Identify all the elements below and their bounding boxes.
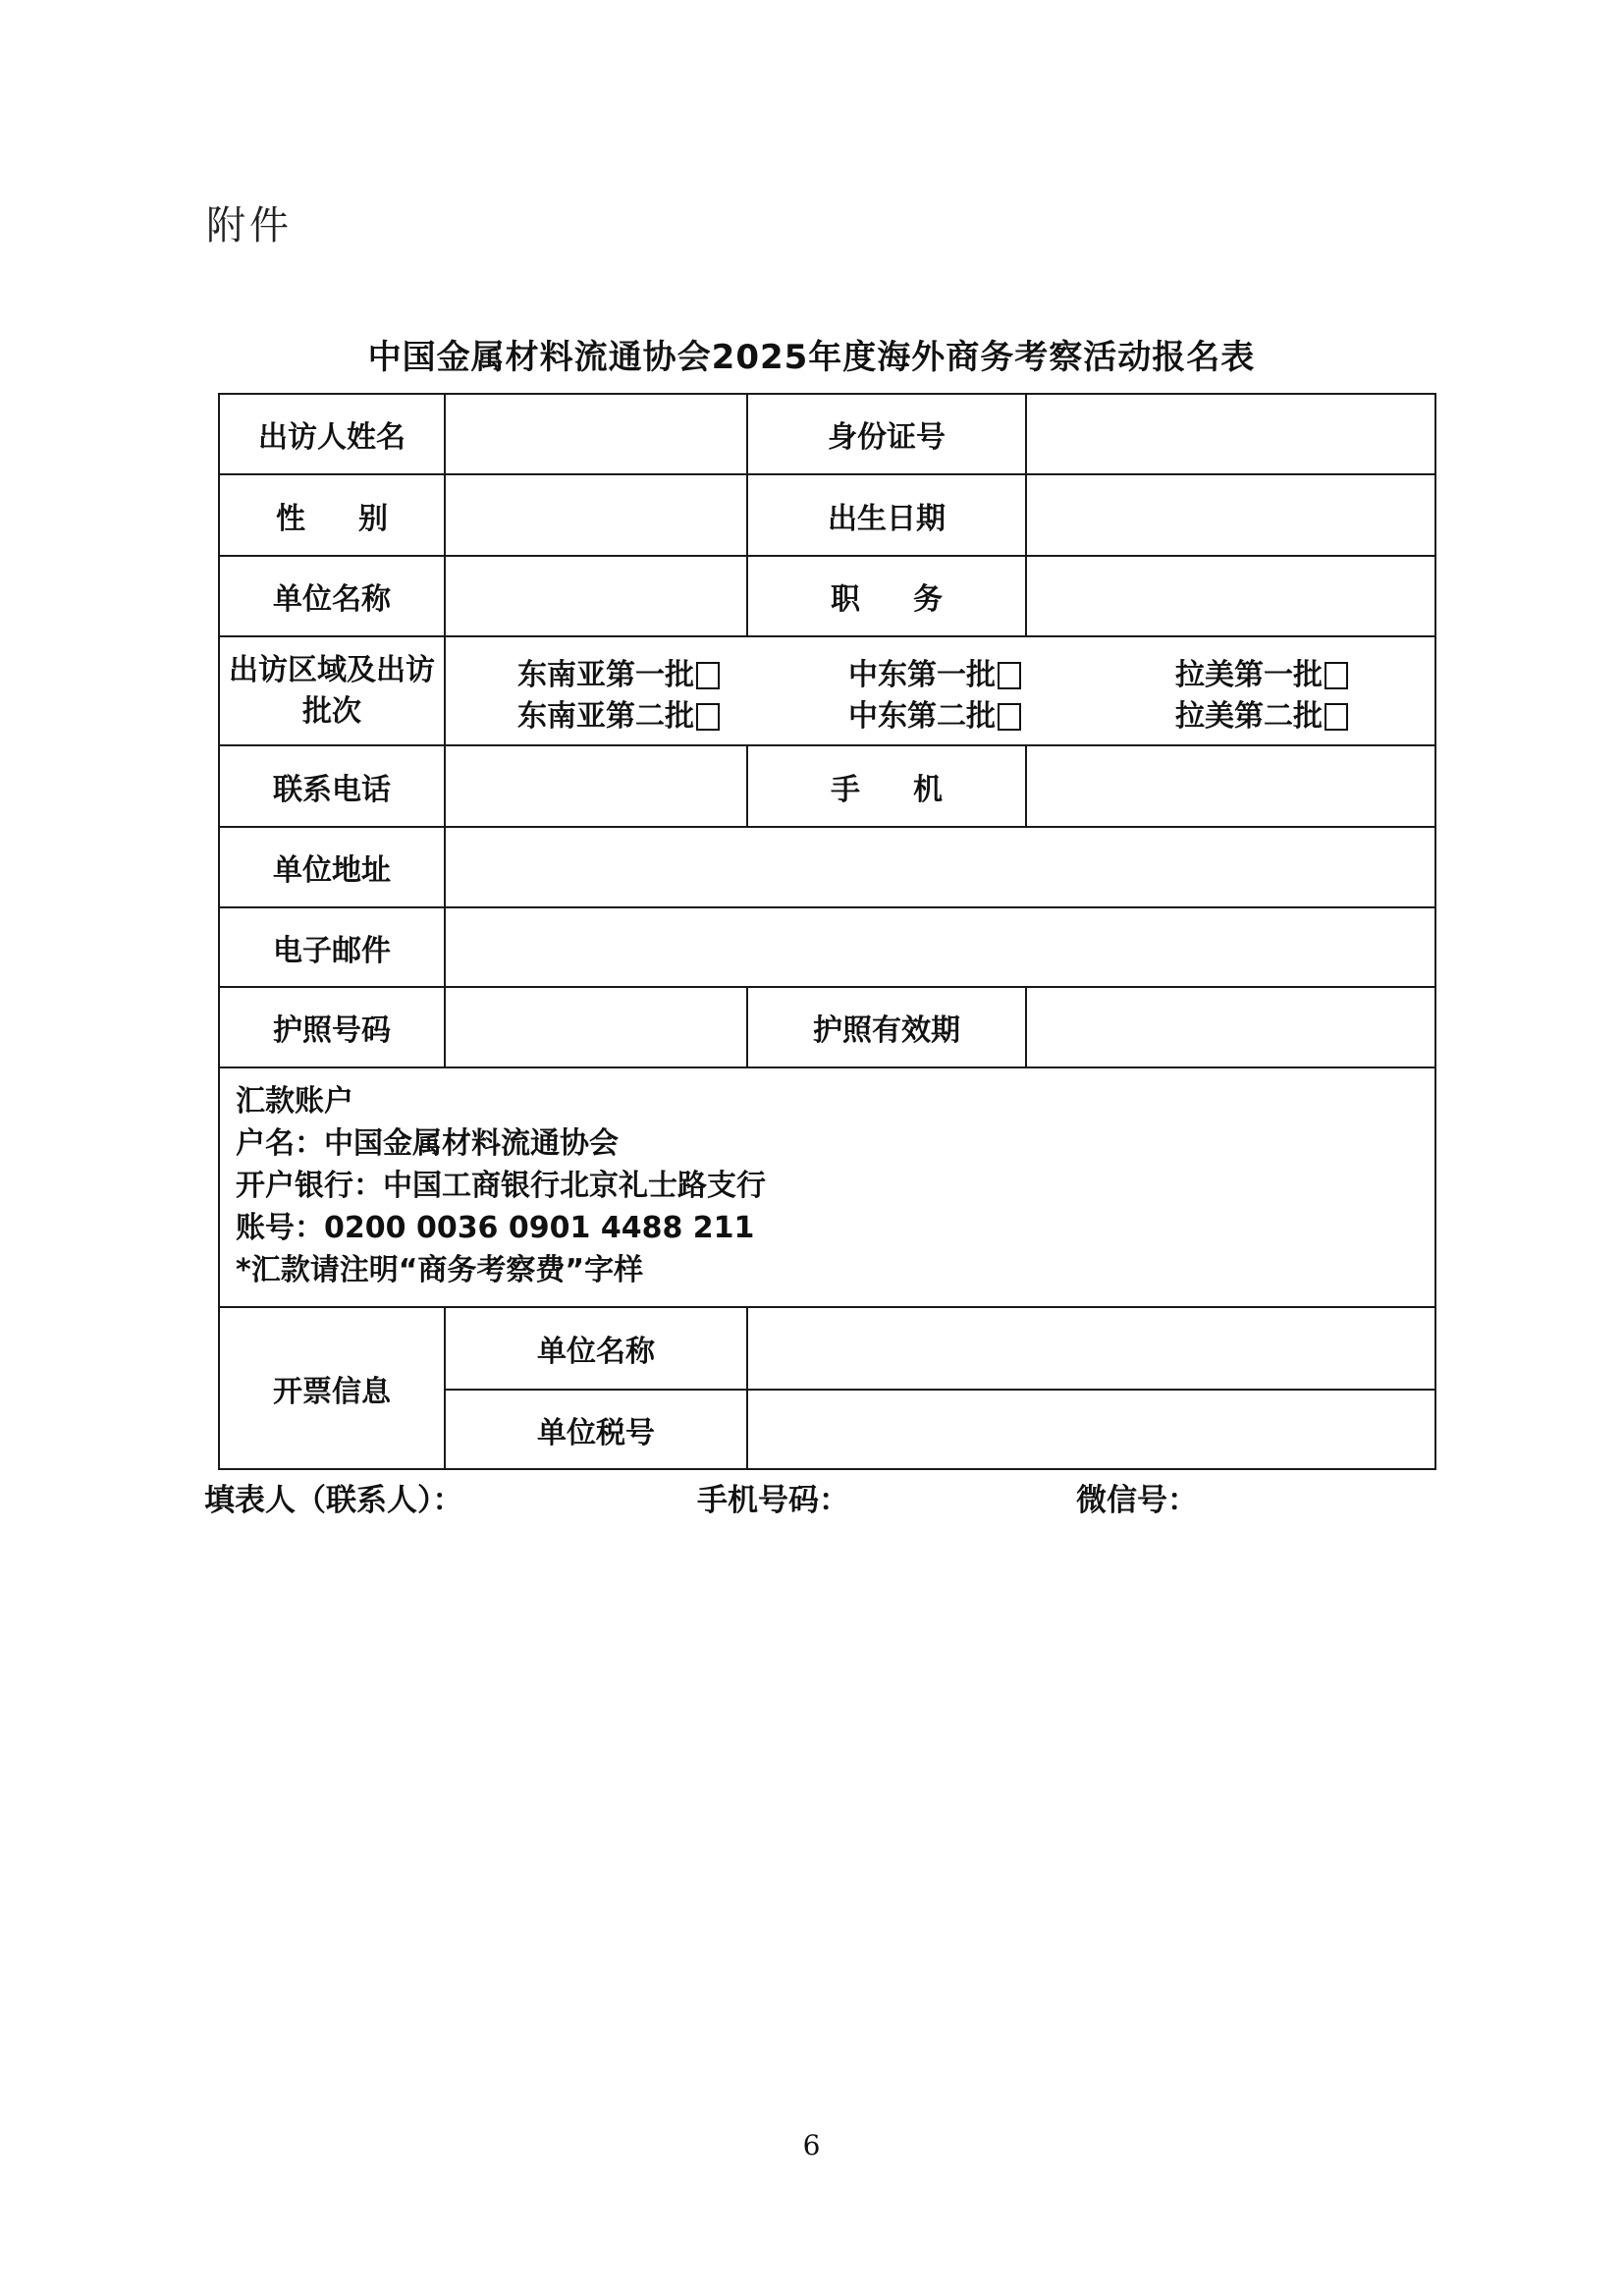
- option-middle-east-batch-2[interactable]: [848, 696, 1021, 738]
- invoice-company-label: 单位名称: [444, 1306, 748, 1391]
- name-label: 出访人姓名: [218, 393, 446, 475]
- passport-number-field[interactable]: [444, 986, 748, 1068]
- option-label: 拉美第二批: [1175, 699, 1323, 734]
- company-name-label: 单位名称: [218, 555, 446, 637]
- checkbox-icon[interactable]: [1325, 703, 1348, 731]
- position-label-text: 职务: [831, 582, 996, 617]
- remittance-account-number: 账号：0200 0036 0901 4488 211: [236, 1211, 755, 1245]
- region-batch-label: 出访区域及出访批次: [218, 635, 446, 746]
- company-name-field[interactable]: [444, 555, 748, 637]
- remittance-info: [218, 1066, 1436, 1308]
- passport-number-label: 护照号码: [218, 986, 446, 1068]
- option-label: 东南亚第一批: [517, 658, 694, 692]
- position-field[interactable]: [1025, 555, 1436, 637]
- checkbox-icon[interactable]: [696, 662, 720, 689]
- email-label: 电子邮件: [218, 906, 446, 988]
- address-label: 单位地址: [218, 826, 446, 908]
- form-title: 中国金属材料流通协会2025年度海外商务考察活动报名表: [367, 338, 1256, 377]
- gender-label-text: 性别: [276, 501, 441, 536]
- region-group-latin-america: [1175, 655, 1348, 738]
- region-group-middle-east: [848, 655, 1021, 738]
- id-number-label: 身份证号: [746, 393, 1027, 475]
- option-label: 东南亚第二批: [517, 699, 694, 734]
- footer-wechat-label: 微信号：: [1076, 1483, 1198, 1518]
- id-number-field[interactable]: [1025, 393, 1436, 475]
- option-latin-america-batch-1[interactable]: [1175, 655, 1348, 696]
- option-middle-east-batch-1[interactable]: [848, 655, 1021, 696]
- checkbox-icon[interactable]: [998, 703, 1021, 731]
- option-latin-america-batch-2[interactable]: [1175, 696, 1348, 738]
- gender-field[interactable]: [444, 473, 748, 557]
- name-field[interactable]: [444, 393, 748, 475]
- remittance-account-name: 户名：中国金属材料流通协会: [236, 1126, 619, 1161]
- email-field[interactable]: [444, 906, 1436, 988]
- invoice-info-label: 开票信息: [218, 1306, 446, 1470]
- checkbox-icon[interactable]: [696, 703, 720, 731]
- birth-date-label: 出生日期: [746, 473, 1027, 557]
- passport-expiry-label: 护照有效期: [746, 986, 1027, 1068]
- passport-expiry-field[interactable]: [1025, 986, 1436, 1068]
- mobile-label-text: 手机: [831, 772, 996, 807]
- invoice-tax-id-label: 单位税号: [444, 1389, 748, 1470]
- phone-label: 联系电话: [218, 744, 446, 828]
- option-label: 拉美第一批: [1175, 658, 1323, 692]
- mobile-field[interactable]: [1025, 744, 1436, 828]
- gender-label: [218, 473, 446, 557]
- checkbox-icon[interactable]: [1325, 662, 1348, 689]
- invoice-company-field[interactable]: [746, 1306, 1436, 1391]
- option-southeast-asia-batch-1[interactable]: [517, 655, 720, 696]
- checkbox-icon[interactable]: [998, 662, 1021, 689]
- remittance-heading: 汇款账户: [236, 1084, 353, 1119]
- registration-form-table: [218, 393, 1436, 1470]
- remittance-bank: 开户银行：中国工商银行北京礼士路支行: [236, 1169, 766, 1203]
- option-label: 中东第二批: [848, 699, 996, 734]
- position-label: [746, 555, 1027, 637]
- option-southeast-asia-batch-2[interactable]: [517, 696, 720, 738]
- page-number: 6: [802, 2129, 821, 2161]
- footer-mobile-label: 手机号码：: [697, 1483, 849, 1518]
- region-group-southeast-asia: [517, 655, 720, 738]
- birth-date-field[interactable]: [1025, 473, 1436, 557]
- phone-field[interactable]: [444, 744, 748, 828]
- invoice-tax-id-field[interactable]: [746, 1389, 1436, 1470]
- option-label: 中东第一批: [848, 658, 996, 692]
- attachment-label: 附件: [206, 203, 293, 248]
- mobile-label: [746, 744, 1027, 828]
- address-field[interactable]: [444, 826, 1436, 908]
- remittance-note: *汇款请注明“商务考察费”字样: [236, 1253, 644, 1287]
- region-options-cell: [444, 635, 1436, 746]
- filler-contact-label: 填表人（联系人）：: [204, 1483, 463, 1518]
